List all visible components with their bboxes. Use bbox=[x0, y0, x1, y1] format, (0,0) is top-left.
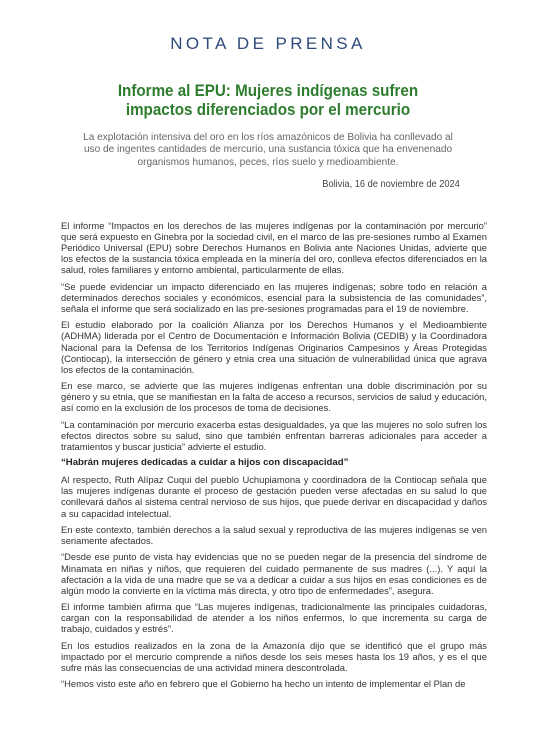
paragraph: El informe también afirma que “Las mujeres indígenas, tradicionalmente las principales cuidadoras, cargan con la responsabilidad de atender a los niños enfermos, lo que incrementa su carga de trabajo, cuidados y estrés”. bbox=[61, 601, 487, 635]
paragraph: “Hemos visto este año en febrero que el Gobierno ha hecho un intento de implementar el Plan de bbox=[61, 678, 466, 690]
paragraph: El informe “Impactos en los derechos de las mujeres indígenas por la contaminación por mercurio” que será expuesto en Ginebra por la sociedad civil, en el marco de las pre-sesiones rumbo al Examen Periódico Universal (EPU) sobre Derechos Humanos en Bolivia ante Naciones Unidas, advierte que los efectos de la sustancia tóxica empleada en la minería del oro, conlleva efectos diferenciados en la salud, roles familiares y entorno ambiental, particularmente de ellas. bbox=[61, 220, 487, 276]
paragraph: “La contaminación por mercurio exacerba estas desigualdades, ya que las mujeres no solo sufren los efectos directos sobre su salud, sino que también enfrentan barreras adicionales para acceder a tratamientos y buscar justicia” advierte el estudio. bbox=[61, 418, 487, 452]
paragraph: En este contexto, también derechos a la salud sexual y reproductiva de las mujeres indígenas se ven seriamente afectados. bbox=[61, 523, 487, 547]
section-heading: “Habrán mujeres dedicadas a cuidar a hijos con discapacidad” bbox=[61, 457, 349, 469]
paragraph: Al respecto, Ruth Alípaz Cuqui del pueblo Uchupiamona y coordinadora de la Contiocap señala que las mujeres indígenas durante el proceso de gestación pueden verse afectadas en su salud lo que conllevará daños al sistema central nervioso de sus hijos, que puede derivar en discapacidad y daños a su capacidad intelectual. bbox=[61, 474, 487, 519]
paragraph: “Desde ese punto de vista hay evidencias que no se pueden negar de la presencia del síndrome de Minamata en niñas y niños, que requieren del cuidado permanente de sus madres (...). Y aquí la afectación a la vida de una madre que se va a dedicar a cuidar a sus hijos en esas condiciones es de algún modo la convierte en la víctima más directa, y otro tipo de enfermedades”, asegura. bbox=[61, 551, 487, 596]
paragraph: En los estudios realizados en la zona de la Amazonía dijo que se identificó que el grupo más impactado por el mercurio comprende a niños desde los seis meses hasta los 19 años, y es el que sufre más las consecuencias de una actividad minera descontrolada. bbox=[61, 639, 487, 673]
press-release-label: NOTA DE PRENSA bbox=[170, 34, 366, 53]
article-subtitle: La explotación intensiva del oro en los ríos amazónicos de Bolivia ha conllevado al uso de ingentes cantidades de mercurio, una sustancia tóxica que ha envenenado organismos humanos, peces, ríos suelo y medioambiente. bbox=[83, 132, 453, 168]
article-body bbox=[61, 220, 487, 695]
article-dateline: Bolivia, 16 de noviembre de 2024 bbox=[322, 179, 460, 190]
paragraph: El estudio elaborado por la coalición Alianza por los Derechos Humanos y el Medioambiente (ADHMA) liderada por el Centro de Documentación e Información Bolivia (CEDIB) y la Coordinadora Nacional para la Defensa de los Territorios Indígenas Originarios Campesinos y Áreas Protegidas (Contiocap), la intersección de género y etnia crea una situación de vulnerabilidad única que agrava los efectos de la contaminación. bbox=[61, 319, 487, 375]
article-headline: Informe al EPU: Mujeres indígenas sufren impactos diferenciados por el mercurio bbox=[117, 82, 419, 119]
paragraph: “Se puede evidenciar un impacto diferenciado en las mujeres indígenas; sobre todo en relación a determinados derechos sociales y económicos, esencial para la subsistencia de las comunidades”, señala el informe que será socializado en las pre-sesiones programadas para el 19 de noviembre. bbox=[61, 280, 487, 314]
paragraph: En ese marco, se advierte que las mujeres indígenas enfrentan una doble discriminación por su género y su etnia, que se manifiestan en la falta de acceso a recursos, servicios de salud y educación, así como en la exclusión de los procesos de toma de decisiones. bbox=[61, 380, 487, 414]
